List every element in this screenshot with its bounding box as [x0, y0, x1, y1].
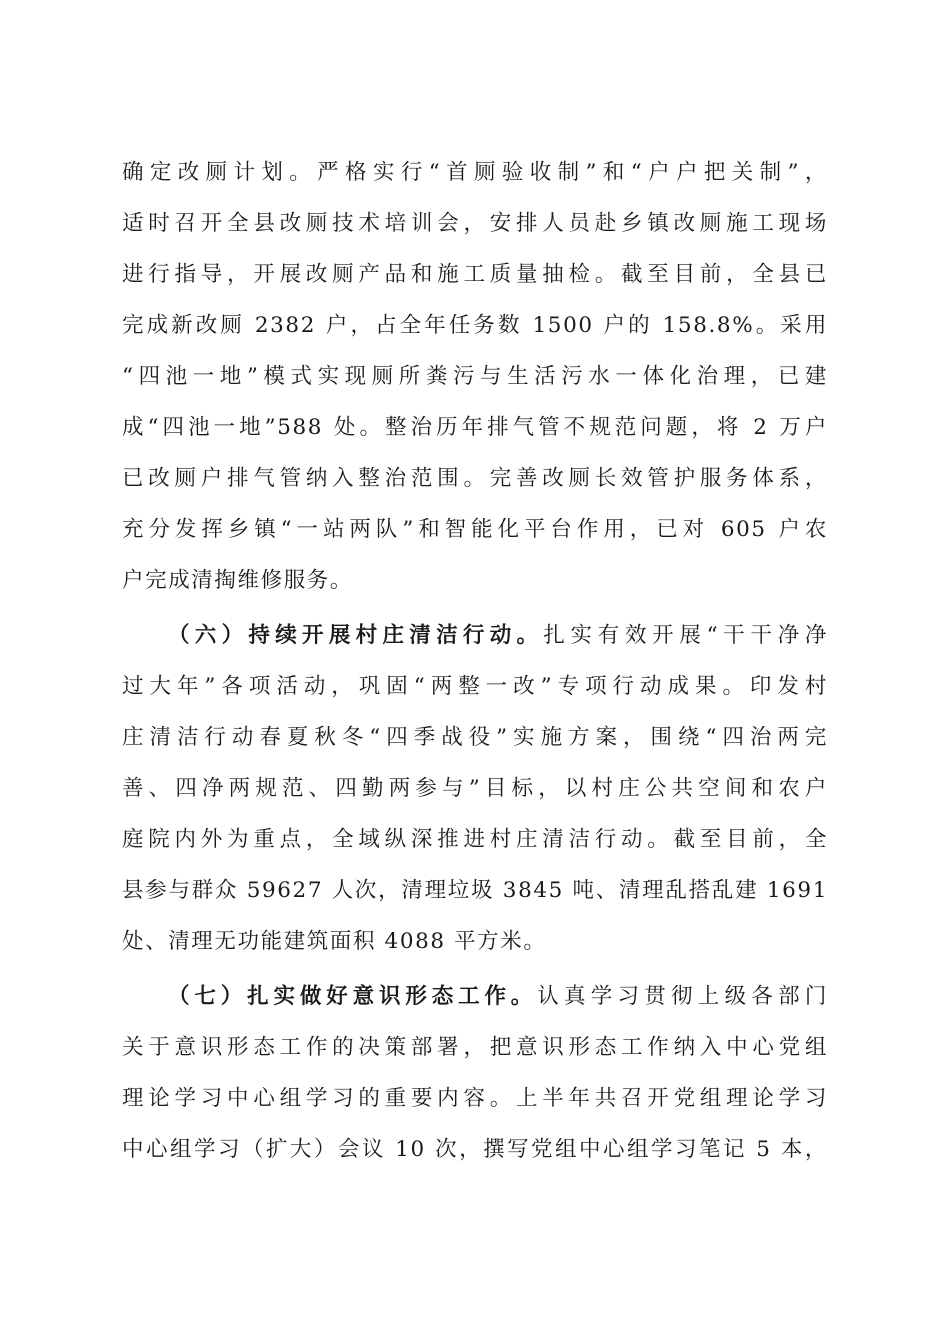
paragraph-3-first-line-text: 认真学习贯彻上级各部门 — [537, 984, 828, 1009]
paragraph-2-first-line-text: 扎实有效开展“干干净净 — [543, 623, 829, 648]
paragraph-2-line-3: 庄清洁行动春夏秋冬“四季战役”实施方案，围绕“四治两完 — [122, 725, 828, 750]
paragraph-2-line-4: 善、四净两规范、四勤两参与”目标，以村庄公共空间和农户 — [122, 776, 828, 801]
paragraph-2-line-7: 处、清理无功能建筑面积 4088 平方米。 — [122, 929, 547, 954]
paragraph-1-line-9: 户完成清掏维修服务。 — [122, 568, 354, 593]
paragraph-1-line-7: 已改厕户排气管纳入整治范围。完善改厕长效管护服务体系， — [122, 466, 828, 491]
paragraph-1-line-6: 成“四池一地”588 处。整治历年排气管不规范问题，将 2 万户 — [122, 415, 828, 440]
paragraph-1-line-4: 完成新改厕 2382 户，占全年任务数 1500 户的 158.8%。采用 — [122, 313, 828, 338]
paragraph-2-line-5: 庭院内外为重点，全域纵深推进村庄清洁行动。截至目前，全 — [122, 827, 828, 852]
paragraph-1-line-2: 适时召开全县改厕技术培训会，安排人员赴乡镇改厕施工现场 — [122, 211, 828, 236]
paragraph-2-line-2: 过大年”各项活动，巩固“两整一改”专项行动成果。印发村 — [122, 674, 828, 699]
paragraph-1-line-3: 进行指导，开展改厕产品和施工质量抽检。截至目前，全县已 — [122, 262, 828, 287]
paragraph-1-line-8: 充分发挥乡镇“一站两队”和智能化平台作用，已对 605 户农 — [122, 517, 828, 542]
paragraph-2-first-line — [168, 619, 828, 653]
section-heading-6: （六）持续开展村庄清洁行动。 — [168, 623, 544, 648]
paragraph-1-line-5: “四池一地”模式实现厕所粪污与生活污水一体化治理，已建 — [122, 364, 828, 389]
paragraph-3-first-line — [168, 980, 828, 1014]
paragraph-1-line-1: 确定改厕计划。严格实行“首厕验收制”和“户户把关制”， — [122, 160, 828, 185]
paragraph-3-line-3: 理论学习中心组学习的重要内容。上半年共召开党组理论学习 — [122, 1086, 828, 1111]
paragraph-3-line-4: 中心组学习（扩大）会议 10 次，撰写党组中心组学习笔记 5 本， — [122, 1137, 828, 1162]
section-heading-7: （七）扎实做好意识形态工作。 — [168, 984, 538, 1009]
paragraph-3-line-2: 关于意识形态工作的决策部署，把意识形态工作纳入中心党组 — [122, 1035, 828, 1060]
paragraph-2-line-6: 县参与群众 59627 人次，清理垃圾 3845 吨、清理乱搭乱建 1691 — [122, 878, 828, 903]
